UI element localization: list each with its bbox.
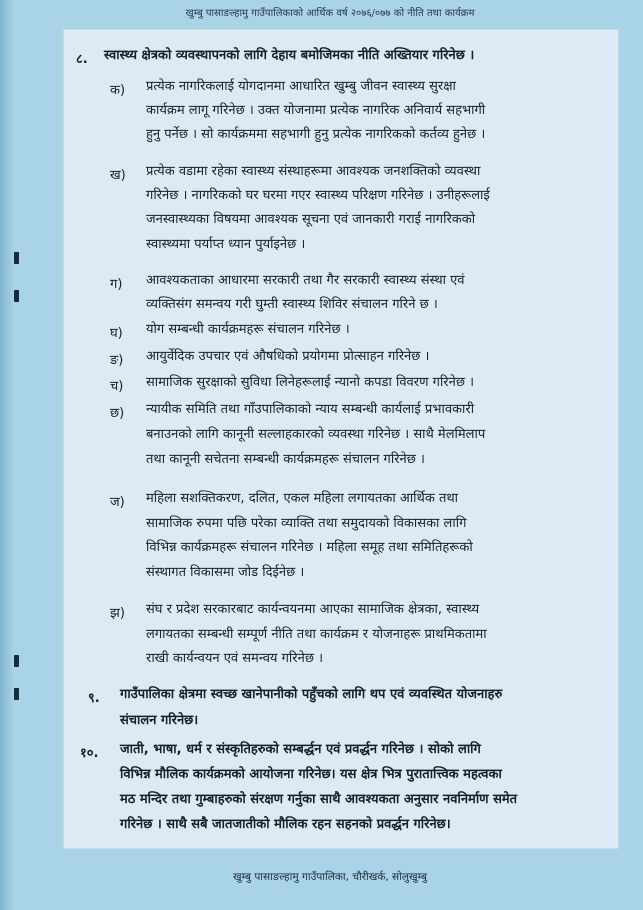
list-marker: ङ) — [110, 353, 124, 368]
section-title: स्वास्थ्य क्षेत्रको व्यवस्थापनको लागि देहाय बमोजिमका नीति अख्तियार गरिनेछ । — [104, 48, 475, 63]
list-item-text: संघ र प्रदेश सरकारबाट कार्यन्वयनमा आएका सामाजिक क्षेत्रका, स्वास्थ्य — [146, 602, 480, 617]
list-item-text: हुनु पर्नेछ । सो कार्यक्रममा सहभागी हुनु प्रत्येक नागरिकको कर्तव्य हुनेछ । — [146, 127, 486, 142]
list-marker: च) — [110, 379, 124, 394]
binding-mark — [14, 290, 19, 302]
list-marker: ग) — [110, 277, 123, 292]
list-item-text: महिला सशक्तिकरण, दलित, एकल महिला लगायतका आर्थिक तथा — [146, 491, 459, 506]
list-item-text: विभिन्न कार्यक्रमहरू संचालन गरिनेछ । महिला समूह तथा समितिहरूको — [146, 540, 473, 555]
footer-address: खुम्बु पासाङल्हामु गाउँपालिका, चौरीखर्क, सोलुखुम्बु — [233, 871, 427, 883]
list-marker: छ) — [110, 406, 125, 421]
list-item-text: गरिनेछ । नागरिकको घर घरमा गएर स्वास्थ्य परिक्षण गरिनेछ । उनीहरूलाई — [146, 188, 490, 203]
list-item-text: प्रत्येक नागरिकलाई योगदानमा आधारित खुम्बु जीवन स्वास्थ्य सुरक्षा — [146, 79, 456, 94]
list-item-text: सामाजिक रुपमा पछि परेका व्याक्ति तथा समुदायको विकासका लागि — [146, 516, 467, 531]
list-item-text: स्वास्थ्यमा पर्याप्त ध्यान पुर्याइनेछ । — [146, 237, 306, 252]
list-item-text: आयुर्वेदिक उपचार एवं औषधिको प्रयोगमा प्रोत्साहन गरिनेछ । — [146, 349, 430, 364]
section-text: संचालन गरिनेछ। — [120, 713, 199, 728]
binding-mark — [14, 655, 19, 667]
list-item-text: बनाउनको लागि कानूनी सल्लाहकारको व्यवस्था गरिनेछ । साथै मेलमिलाप — [146, 427, 486, 442]
section-number: ८. — [76, 52, 88, 67]
list-item-text: राखी कार्यन्वयन एवं समन्वय गरिनेछ । — [146, 651, 323, 666]
list-marker: झ) — [110, 606, 125, 621]
binding-edge — [0, 0, 14, 910]
list-item-text: सामाजिक सुरक्षाको सुविधा लिनेहरूलाई न्यानो कपडा विवरण गरिनेछ । — [146, 375, 475, 390]
list-item-text: प्रत्येक वडामा रहेका स्वास्थ्य संस्थाहरूमा आवश्यक जनशक्तिको व्यवस्था — [146, 164, 481, 179]
section-number: ९. — [88, 691, 100, 706]
list-marker: ज) — [110, 495, 125, 510]
list-marker: घ) — [110, 326, 123, 341]
list-item-text: तथा कानूनी सचेतना सम्बन्धी कार्यक्रमहरू संचालन गरिनेछ । — [146, 452, 425, 467]
list-item-text: लगायतका सम्बन्धी सम्पूर्ण नीति तथा कार्यक्रम र योजनाहरू प्राथमिकतामा — [146, 627, 487, 642]
list-item-text: न्यायीक समिति तथा गाँउपालिकाको न्याय सम्बन्धी कार्यलाई प्रभावकारी — [146, 402, 475, 417]
section-text: मठ मन्दिर तथा गुम्बाहरुको संरक्षण गर्नुका साथै आवश्यकता अनुसार नवनिर्माण समेत — [120, 792, 518, 807]
section-text: गाउँपालिका क्षेत्रमा स्वच्छ खानेपानीको पहुँचको लागि थप एवं व्यवस्थित योजनाहरु — [120, 687, 503, 702]
list-marker: ख) — [110, 168, 126, 183]
binding-mark — [14, 688, 19, 700]
section-text: जाती, भाषा, धर्म र संस्कृतिहरुको सम्बर्द्धन एवं प्रवर्द्धन गरिनेछ । सोको लागि — [120, 742, 481, 757]
section-text: गरिनेछ । साथै सबै जातजातीको मौलिक रहन सहनको प्रवर्द्धन गरिनेछ। — [120, 817, 451, 832]
list-item-text: योग सम्बन्धी कार्यक्रमहरू संचालन गरिनेछ । — [146, 322, 350, 337]
binding-mark — [14, 252, 19, 264]
list-item-text: आवश्यकताका आधारमा सरकारी तथा गैर सरकारी स्वास्थ्य संस्था एवं — [146, 273, 465, 288]
list-marker: क) — [110, 83, 126, 98]
list-item-text: जनस्वास्थ्यका विषयमा आवश्यक सूचना एवं जानकारी गराई नागरिकको — [146, 212, 476, 227]
section-number: १०. — [80, 746, 99, 761]
list-item-text: संस्थागत विकासमा जोड दिईनेछ । — [146, 565, 305, 580]
list-item-text: व्यक्तिसंग समन्वय गरी घुम्ती स्वास्थ्य शिविर संचालन गरिने छ । — [146, 297, 438, 312]
section-text: विभिन्न मौलिक कार्यक्रमको आयोजना गरिनेछ। यस क्षेत्र भित्र पुरातात्त्विक महत्वका — [120, 767, 502, 782]
header-title: खुम्बु पासाङल्हामु गाउँपालिकाको आर्थिक वर्ष २०७६/०७७ को नीति तथा कार्यक्रम — [185, 8, 475, 19]
list-item-text: कार्यक्रम लागू गरिनेछ । उक्त योजनामा प्रत्येक नागरिक अनिवार्य सहभागी — [146, 103, 486, 118]
